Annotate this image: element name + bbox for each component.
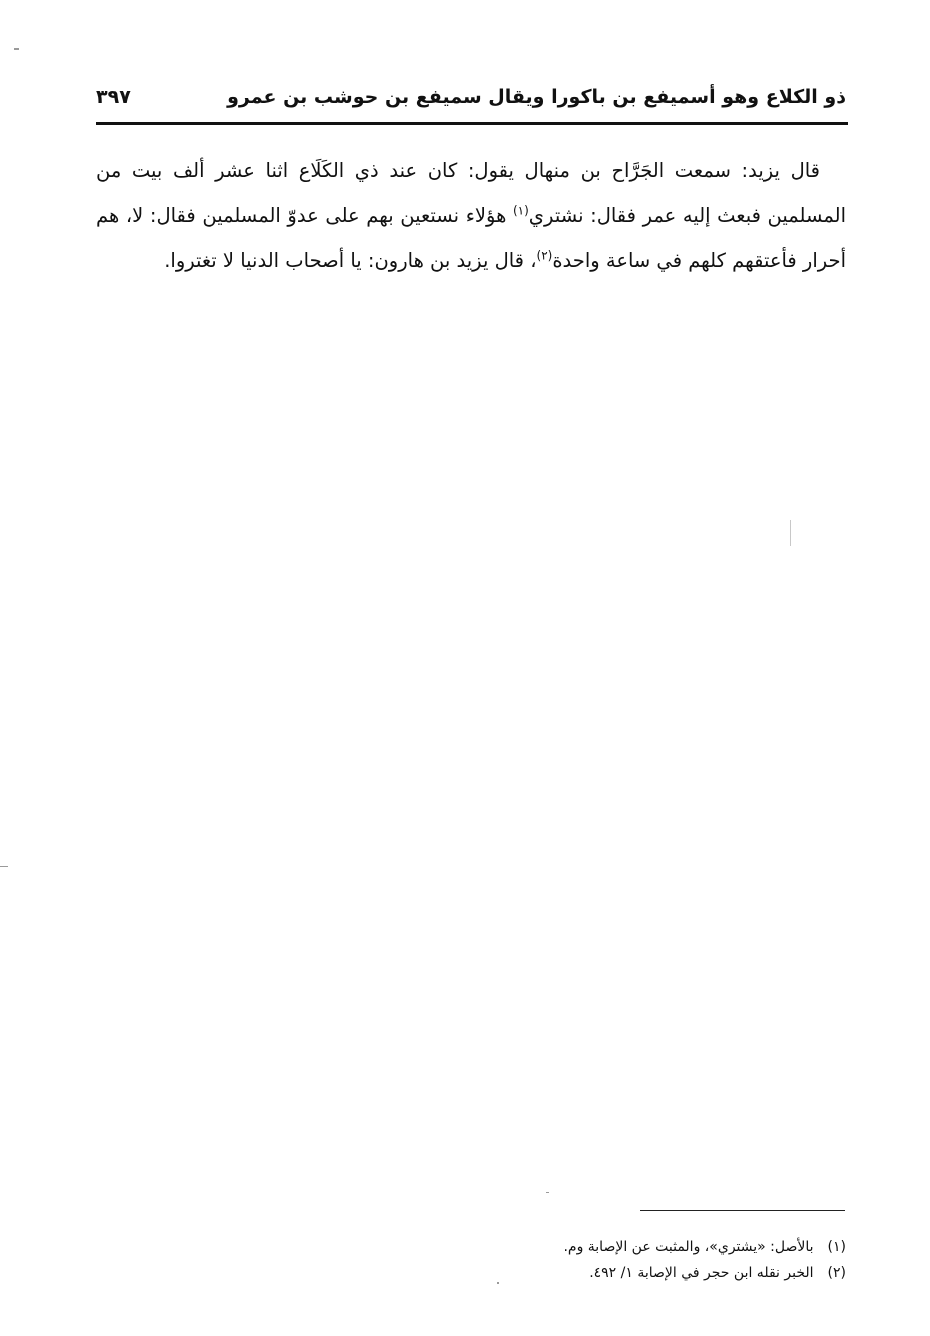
footnote-item xyxy=(430,1260,846,1286)
footnote-item xyxy=(430,1234,846,1260)
scan-speck xyxy=(0,866,8,867)
footnote-text: بالأصل: «يشتري»، والمثبت عن الإصابة وم. xyxy=(563,1239,814,1255)
footnote-marker: (٢) xyxy=(827,1265,846,1281)
paragraph-text-part-1: قال يزيد: سمعت الجَرَّاح بن منهال يقول: كان عند ذي الكَلَاع اثنا عشر ألف بيت من المسلمين فبعث إليه عمر فقال: نشتري xyxy=(96,159,847,227)
scan-speck xyxy=(546,1192,549,1193)
scan-speck xyxy=(497,1282,499,1284)
footnote-marker: (١) xyxy=(827,1239,846,1255)
footnote-separator xyxy=(640,1210,845,1211)
paragraph-text-part-2: هؤلاء نستعين بهم على عدوّ المسلمين فقال: لا، هم أحرار فأعتقهم كلهم في ساعة واحدة xyxy=(96,204,846,272)
main-text xyxy=(96,148,846,283)
scan-speck xyxy=(14,48,19,50)
footnote-text: الخبر نقله ابن حجر في الإصابة ١/ ٤٩٢. xyxy=(589,1265,814,1281)
paragraph-text-part-3: ، قال يزيد بن هارون: يا أصحاب الدنيا لا تغتروا. xyxy=(164,249,537,272)
footnote-ref-1: (١) xyxy=(512,203,529,218)
scan-speck xyxy=(790,520,791,546)
running-header xyxy=(96,82,846,120)
footnote-ref-2: (٢) xyxy=(536,248,553,263)
header-rule xyxy=(96,122,848,125)
page-number: ٣٩٧ xyxy=(96,86,131,108)
paragraph xyxy=(96,148,846,283)
running-header-title: ذو الكلاع وهو أسميفع بن باكورا ويقال سميفع بن حوشب بن عمرو xyxy=(227,86,846,108)
footnotes xyxy=(430,1234,846,1286)
